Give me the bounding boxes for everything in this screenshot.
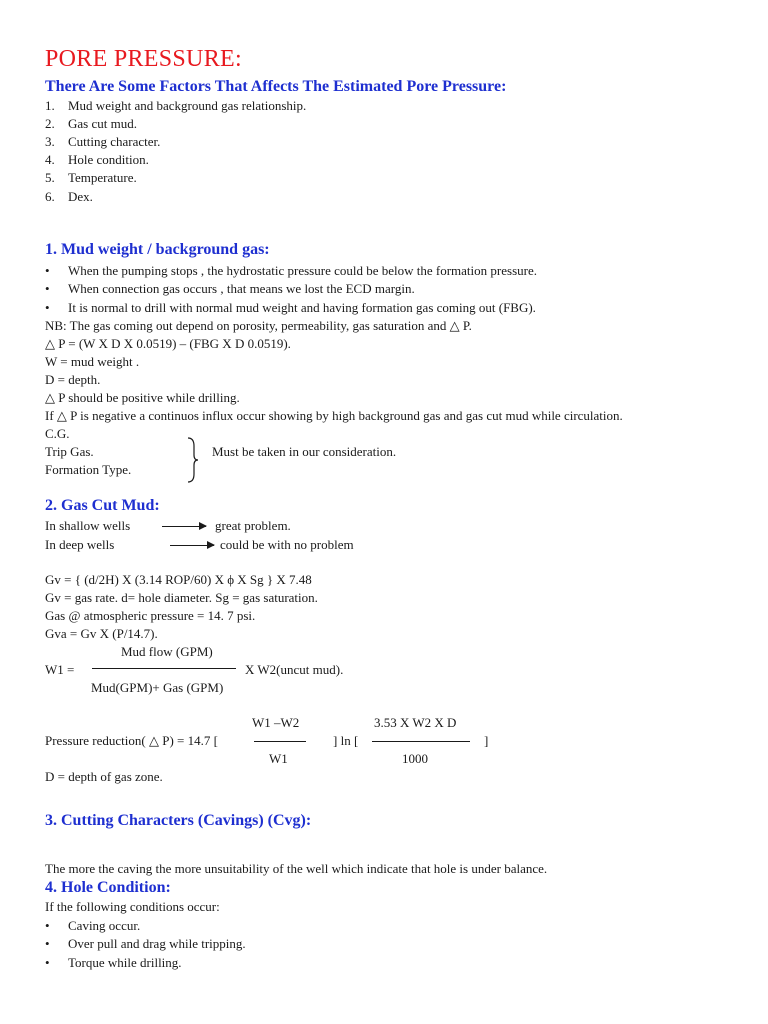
fraction-numerator: W1 –W2 <box>252 715 300 730</box>
fraction-bar <box>254 741 306 742</box>
text-line: Formation Type. <box>45 462 132 477</box>
text-line: If the following conditions occur: <box>45 899 220 914</box>
fraction-denominator: Mud(GPM)+ Gas (GPM) <box>91 680 224 695</box>
text-line: C.G. <box>45 426 70 441</box>
text-line: Gas @ atmospheric pressure = 14. 7 psi. <box>45 608 256 623</box>
formula-end: ] <box>484 733 489 748</box>
list-item: 5. Temperature. <box>45 170 137 185</box>
text-line: If △ P is negative a continuos influx occur showing by high background gas and gas cut mud while circulation. <box>45 408 623 423</box>
fraction-numerator: 3.53 X W2 X D <box>374 715 457 730</box>
list-item: 1. Mud weight and background gas relationship. <box>45 98 307 113</box>
arrow-right-icon <box>162 526 206 527</box>
section-heading-gas-cut-mud: 2. Gas Cut Mud: <box>45 497 160 514</box>
bullet-item: • Caving occur. <box>45 918 141 933</box>
formula-mid: ] ln [ <box>333 733 359 748</box>
text-line: The more the caving the more unsuitability of the well which indicate that hole is under balance. <box>45 861 548 876</box>
page-subtitle: There Are Some Factors That Affects The Estimated Pore Pressure: <box>45 78 507 95</box>
fraction-numerator: Mud flow (GPM) <box>121 644 213 659</box>
bullet-item: • When connection gas occurs , that means we lost the ECD margin. <box>45 281 415 296</box>
bullet-item: • It is normal to drill with normal mud weight and having formation gas coming out (FBG). <box>45 300 536 315</box>
shallow-wells-result: great problem. <box>215 518 291 533</box>
list-item: 2. Gas cut mud. <box>45 116 137 131</box>
page-title: PORE PRESSURE: <box>45 46 242 72</box>
formula-lhs: Pressure reduction( △ P) = 14.7 [ <box>45 733 218 748</box>
bullet-item: • Torque while drilling. <box>45 955 182 970</box>
text-line: D = depth. <box>45 372 101 387</box>
shallow-wells-label: In shallow wells <box>45 518 131 533</box>
section-heading-cutting-characters: 3. Cutting Characters (Cavings) (Cvg): <box>45 812 312 829</box>
arrow-right-icon <box>170 545 214 546</box>
text-line: △ P should be positive while drilling. <box>45 390 240 405</box>
curly-brace-icon <box>184 436 200 484</box>
formula-lhs: W1 = <box>45 662 75 677</box>
brace-note: Must be taken in our consideration. <box>212 444 397 459</box>
fraction-bar <box>372 741 470 742</box>
fraction-denominator: W1 <box>269 751 288 766</box>
formula-line: Gva = Gv X (P/14.7). <box>45 626 158 641</box>
text-line: W = mud weight . <box>45 354 140 369</box>
deep-wells-result: could be with no problem <box>220 537 354 552</box>
list-item: 4. Hole condition. <box>45 152 149 167</box>
fraction-bar <box>92 668 236 669</box>
fraction-denominator: 1000 <box>402 751 428 766</box>
text-line: D = depth of gas zone. <box>45 769 163 784</box>
list-item: 6. Dex. <box>45 189 93 204</box>
text-line: Gv = gas rate. d= hole diameter. Sg = gas saturation. <box>45 590 318 605</box>
bullet-item: • Over pull and drag while tripping. <box>45 936 246 951</box>
bullet-item: • When the pumping stops , the hydrostatic pressure could be below the formation pressure. <box>45 263 537 278</box>
list-item: 3. Cutting character. <box>45 134 161 149</box>
section-heading-mud-weight: 1. Mud weight / background gas: <box>45 241 270 258</box>
formula-rhs: X W2(uncut mud). <box>245 662 344 677</box>
text-line: NB: The gas coming out depend on porosity, permeability, gas saturation and △ P. <box>45 318 472 333</box>
section-heading-hole-condition: 4. Hole Condition: <box>45 879 171 896</box>
formula-line: △ P = (W X D X 0.0519) – (FBG X D 0.0519). <box>45 336 291 351</box>
deep-wells-label: In deep wells <box>45 537 115 552</box>
formula-line: Gv = { (d/2H) X (3.14 ROP/60) X ϕ X Sg } X 7.48 <box>45 572 312 587</box>
text-line: Trip Gas. <box>45 444 94 459</box>
